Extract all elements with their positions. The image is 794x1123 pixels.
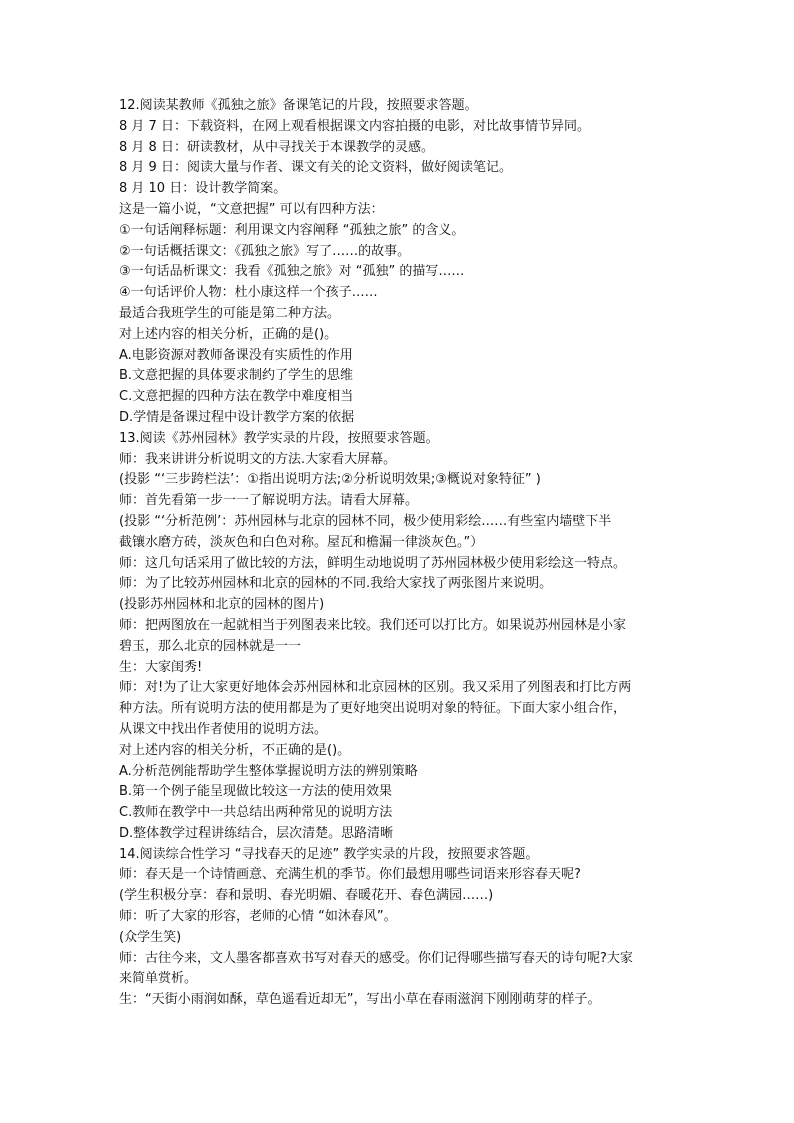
q12-note-aug8: 8 月 8 日：研读教材，从中寻找关于本课教学的灵感。 (119, 139, 434, 155)
q14-line-1: 师：春天是一个诗情画意、充满生机的季节。你们最想用哪些词语来形容春天呢? (119, 867, 581, 883)
q13-line-7: 师：为了比较苏州园林和北京的园林的不同.我给大家找了两张图片来说明。 (119, 576, 553, 592)
q13-line-6: 师：这几句话采用了做比较的方法，鲜明生动地说明了苏州园林极少使用彩绘这一特点。 (119, 555, 627, 571)
q13-line-11: 生：大家闺秀! (119, 659, 203, 675)
q13-line-5: 截镶水磨方砖，淡灰色和白色对称。屋瓦和檐漏一律淡灰色。”） (119, 534, 484, 550)
q14-line-3: 师：听了大家的形容，老师的心情 “如沐春风”。 (119, 909, 397, 925)
q13-line-1: 师：我来讲讲分析说明文的方法.大家看大屏幕。 (119, 451, 397, 467)
q12-method-4: ④一句话评价人物：杜小康这样一个孩子…… (119, 285, 378, 301)
q12-method-3: ③一句话品析课文：我看《孤独之旅》对 “孤独” 的描写…… (119, 264, 465, 280)
q13-line-3: 师：首先看第一步一一了解说明方法。请看大屏幕。 (119, 493, 419, 509)
q14-line-7: 生：“天街小雨润如酥，草色遥看近却无”，写出小草在春雨滋润下刚刚萌芽的样子。 (119, 992, 601, 1008)
document-page (119, 96, 679, 1011)
q13-question: 对上述内容的相关分析，不正确的是()。 (119, 742, 351, 758)
q13-line-12: 师：对!为了让大家更好地体会苏州园林和北京园林的区别。我又采用了列图表和打比方两 (119, 680, 632, 696)
q13-option-b: B.第一个例子能呈现做比较这一方法的使用效果 (119, 784, 393, 800)
q13-line-4: (投影 “‘分析范例’：苏州园林与北京的园林不同，极少使用彩绘……有些室内墙壁下半 (119, 513, 612, 529)
q14-title: 14.阅读综合性学习 “寻找春天的足迹” 教学实录的片段，按照要求答题。 (119, 846, 539, 862)
q13-option-c: C.教师在教学中一共总结出两种常见的说明方法 (119, 805, 393, 821)
q12-note-aug10: 8 月 10 日：设计教学简案。 (119, 181, 287, 197)
q13-option-a: A.分析范例能帮助学生整体掌握说明方法的辨别策略 (119, 763, 418, 779)
q12-method-2: ②一句话概括课文：《孤独之旅》写了……的故事。 (119, 243, 411, 259)
q14-line-6: 来简单赏析。 (119, 971, 198, 987)
q12-note-aug9: 8 月 9 日：阅读大量与作者、课文有关的论文资料，做好阅读笔记。 (119, 160, 512, 176)
q12-conclusion: 最适合我班学生的可能是第二种方法。 (119, 305, 341, 321)
q12-title: 12.阅读某教师《孤独之旅》备课笔记的片段，按照要求答题。 (119, 98, 478, 113)
q14-line-2: (学生积极分享：春和景明、春光明媚、春暖花开、春色满园……) (119, 888, 494, 904)
q13-line-8: (投影苏州园林和北京的园林的图片) (119, 597, 325, 613)
q13-title: 13.阅读《苏州园林》教学实录的片段，按照要求答题。 (119, 430, 439, 446)
q13-line-13: 种方法。所有说明方法的使用都是为了更好地突出说明对象的特征。下面大家小组合作， (119, 701, 627, 717)
q14-line-4: (众学生笑) (119, 929, 182, 945)
q12-option-a: A.电影资源对教师备课没有实质性的作用 (119, 347, 353, 363)
q12-option-c: C.文意把握的四种方法在教学中难度相当 (119, 389, 354, 405)
q12-intro: 这是一篇小说，“文意把握” 可以有四种方法： (119, 201, 384, 217)
q13-line-9: 师：把两图放在一起就相当于列图表来比较。我们还可以打比方。如果说苏州园林是小家 (119, 617, 627, 633)
q12-method-1: ①一句话阐释标题：利用课文内容阐释 “孤独之旅” 的含义。 (119, 222, 465, 238)
q12-option-b: B.文意把握的具体要求制约了学生的思维 (119, 368, 354, 384)
q13-line-2: (投影 “‘三步跨栏法’：①指出说明方法;②分析说明效果;③概说对象特征” ) (119, 472, 541, 488)
q13-line-10: 碧玉，那么北京的园林就是一一 (119, 638, 302, 654)
q14-line-5: 师：古往今来，文人墨客都喜欢书写对春天的感受。你们记得哪些描写春天的诗句呢?大家 (119, 950, 633, 966)
q12-note-aug7: 8 月 7 日：下载资料，在网上观看根据课文内容拍摄的电影，对比故事情节异同。 (119, 118, 590, 134)
q12-option-d: D.学情是备课过程中设计教学方案的依据 (119, 409, 355, 425)
q13-option-d: D.整体教学过程讲练结合，层次清楚。思路清晰 (119, 825, 394, 841)
q12-question: 对上述内容的相关分析，正确的是()。 (119, 326, 338, 342)
q13-line-14: 从课文中找出作者使用的说明方法。 (119, 721, 328, 737)
